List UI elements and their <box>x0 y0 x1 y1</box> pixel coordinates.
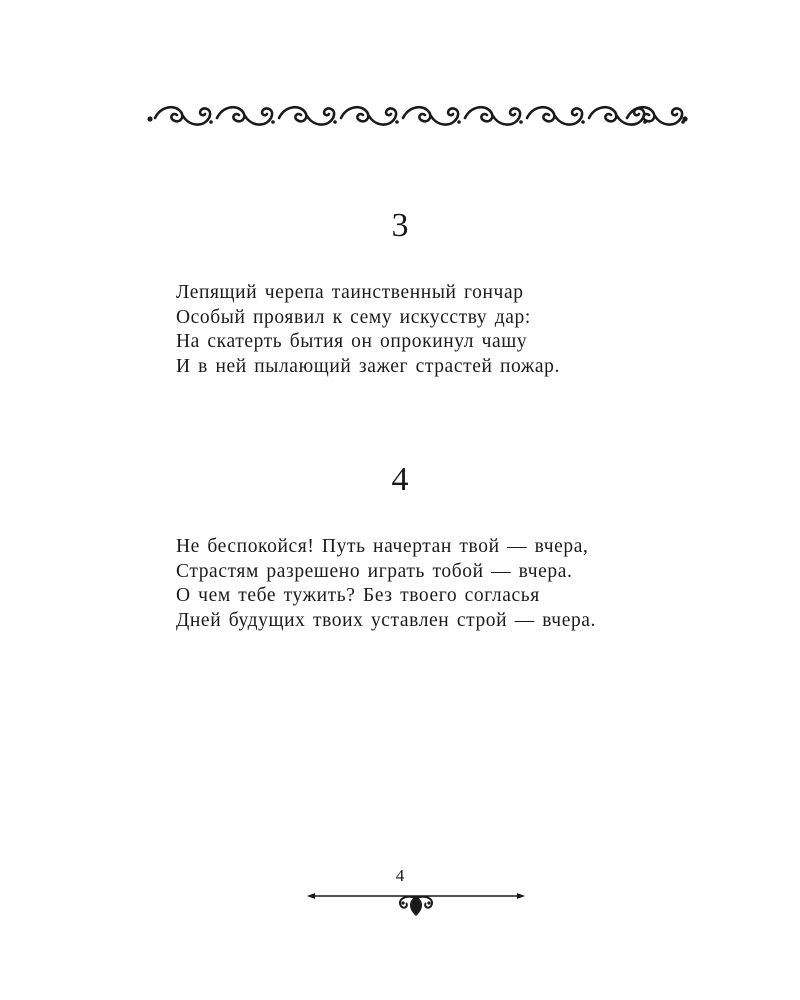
verse-line: Страстям разрешено играть тобой — вчера. <box>176 560 573 582</box>
stanza <box>176 535 736 633</box>
page-number: 4 <box>395 866 405 885</box>
verse-line: О чем тебе тужить? Без твоего согласья <box>176 585 540 606</box>
verse-line: И в ней пылающий зажег страстей пожар. <box>176 355 561 377</box>
stanza-number: 3 <box>391 207 409 244</box>
verse-line: Дней будущих твоих уставлен строй — вчера. <box>176 609 597 631</box>
fleuron-divider-icon <box>305 884 527 918</box>
stanza <box>176 281 736 379</box>
stanza-number: 4 <box>391 461 409 498</box>
verse-line: Не беспокойся! Путь начертан твой — вчера, <box>176 536 589 557</box>
verse-line: Лепящий черепа таинственный гончар <box>176 282 524 303</box>
verse-line: Особый проявил к сему искусству дар: <box>176 306 531 328</box>
scroll-border-icon <box>145 96 690 136</box>
verse-line: На скатерть бытия он опрокинул чашу <box>176 331 528 352</box>
